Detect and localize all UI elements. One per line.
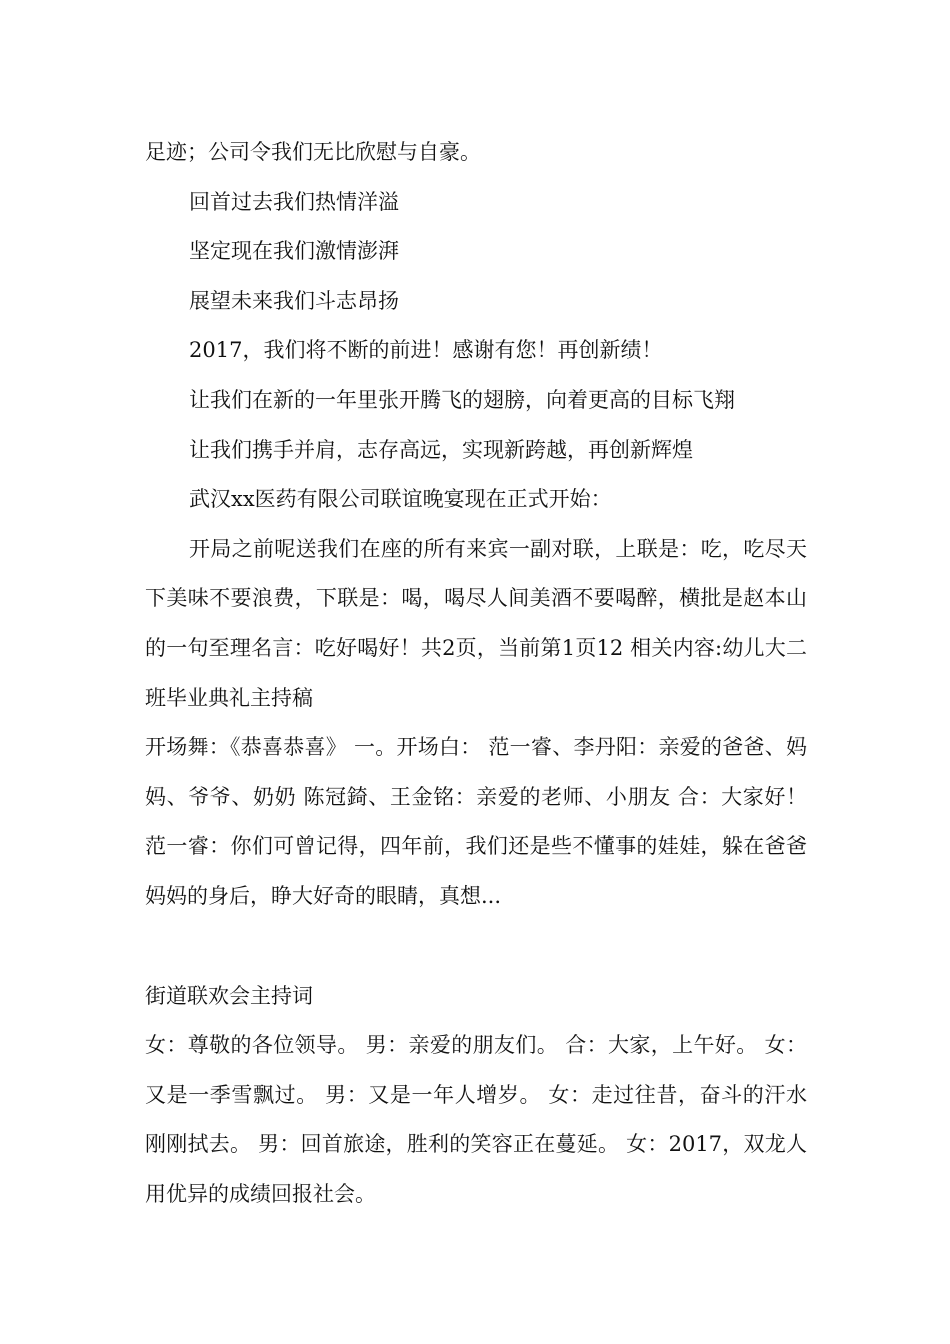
paragraph-present: 坚定现在我们激情澎湃 xyxy=(189,239,399,264)
paragraph-couplet: 开局之前呢送我们在座的所有来宾一副对联，上联是：吃，吃尽天下美味不要浪费，下联是：喝，喝尽人间美酒不要喝醉，横批是赵本山的一句至理名言：吃好喝好！共2页，当前第1页12 相关内容:幼儿大二班毕业典礼主持稿 xyxy=(145,536,807,710)
paragraph-opening: 武汉xx医药有限公司联谊晚宴现在正式开始： xyxy=(189,487,612,512)
paragraph-street-party: 女：尊敬的各位领导。 男：亲爱的朋友们。 合：大家，上午好。 女：又是一季雪飘过。 男：又是一年人增岁。 女：走过往昔，奋斗的汗水刚刚拭去。 男：回首旅途，胜利的笑容正在蔓延。 女：2017，双龙人用优异的成绩回报社会。 xyxy=(145,1033,807,1206)
paragraph-2017: 2017，我们将不断的前进！感谢有您！再创新绩！ xyxy=(189,338,663,363)
section-title: 街道联欢会主持词 xyxy=(145,983,313,1008)
paragraph-footprint: 足迹；公司令我们无比欣慰与自豪。 xyxy=(145,140,481,164)
paragraph-wings: 让我们在新的一年里张开腾飞的翅膀，向着更高的目标飞翔 xyxy=(189,387,735,412)
paragraph-hand-in-hand: 让我们携手并肩，志存高远，实现新跨越，再创新辉煌 xyxy=(189,437,693,462)
paragraph-look-back: 回首过去我们热情洋溢 xyxy=(189,189,399,214)
paragraph-future: 展望未来我们斗志昂扬 xyxy=(189,288,399,313)
paragraph-opening-dance: 开场舞：《恭喜恭喜》 一。开场白： 范一睿、李丹阳：亲爱的爸爸、妈妈、爷爷、奶奶 陈冠錡、王金铭：亲爱的老师、小朋友 合：大家好！ 范一睿：你们可曾记得，四年前，我们还是些不懂事的娃娃，躲在爸爸妈妈的身后，睁大好奇的眼睛，真想... xyxy=(145,735,807,908)
document-body xyxy=(145,128,807,1219)
section-spacer xyxy=(145,922,807,972)
